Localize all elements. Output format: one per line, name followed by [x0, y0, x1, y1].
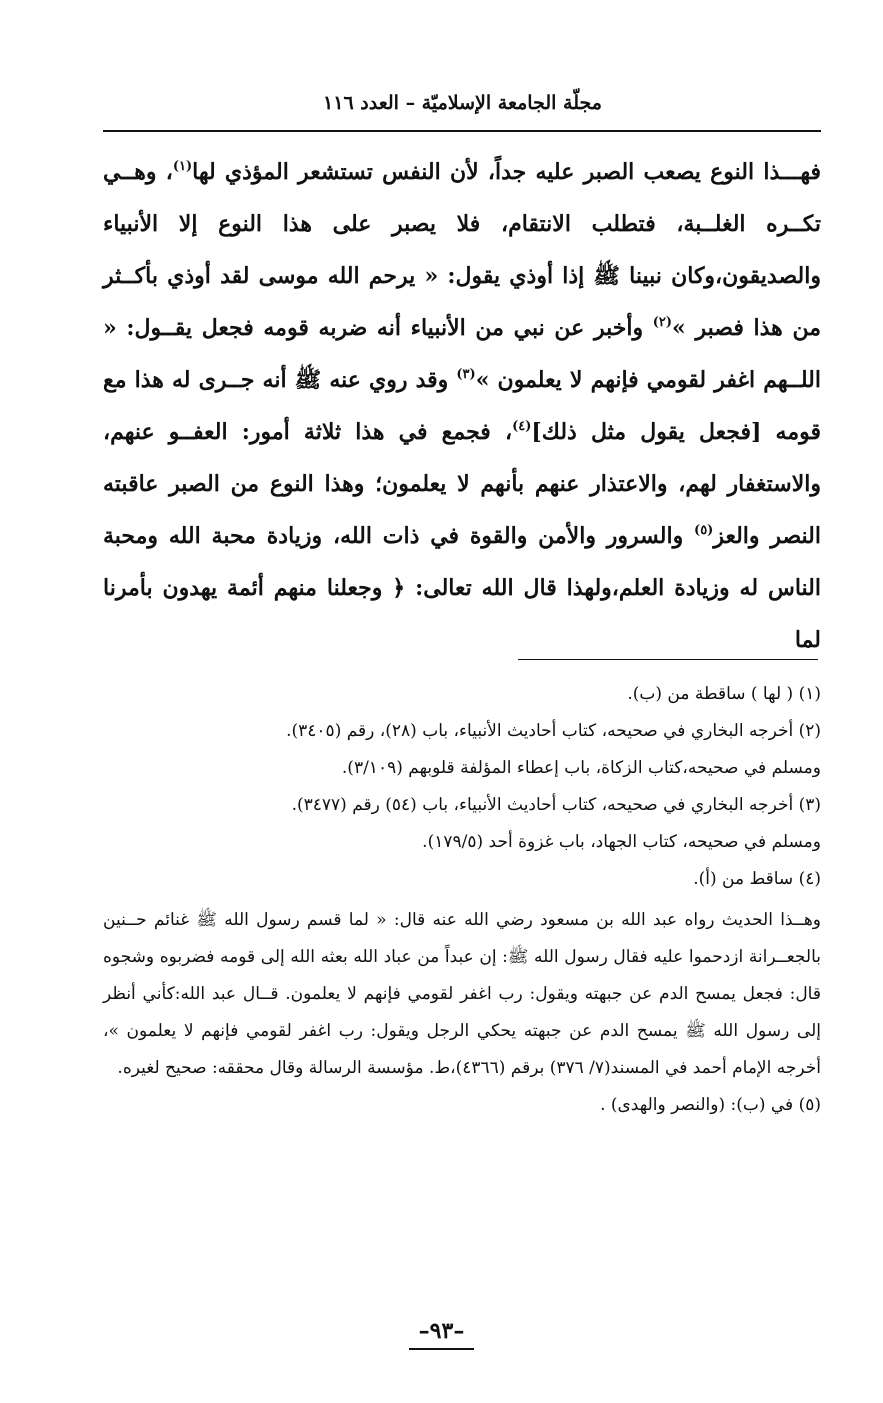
- page-number: [0, 1318, 883, 1350]
- footnote-ref-3: (٣): [456, 367, 476, 382]
- page-number-text: –٩٣–: [409, 1318, 475, 1350]
- body-text: [103, 146, 821, 666]
- header-rule: [103, 130, 821, 132]
- footnote-2-continued: ومسلم في صحيحه،كتاب الزكاة، باب إعطاء المؤلفة قلوبهم (٣/١٠٩).: [341, 758, 821, 778]
- body-segment-3: وأخبر عن نبي من الأنبياء أنه ضربه قومه فجعل يقــول: « اللــهم اغفر لقومي فإنهم لا يعلمون »: [103, 315, 821, 393]
- body-paragraph: [103, 146, 821, 666]
- body-segment-2: ، وهــي تكــره الغلــبة، فتطلب الانتقام، فلا يصبر على هذا النوع إلا الأنبياء والصديقون،وكان نبينا ﷺ إذا أوذي يقول: « يرحم الله موسى لقد أوذي بأكــثر من هذا فصبر »: [103, 159, 821, 341]
- body-segment-4: وقد روي عنه ﷺ أنه جــرى له هذا مع قومه [فجعل يقول مثل ذلك]: [103, 367, 821, 445]
- body-segment-1: فهـــذا النوع يصعب الصبر عليه جداً، لأن النفس تستشعر المؤذي لها: [192, 159, 822, 185]
- footnote-4-commentary: وهــذا الحديث رواه عبد الله بن مسعود رضي الله عنه قال: « لما قسم رسول الله ﷺ غنائم حــنين بالجعــرانة ازدحموا عليه فقال رسول الله ﷺ: إن عبداً من عباد الله بعثه الله إلى قومه فضربوه وشجوه قال: فجعل يمسح الدم عن جبهته ويقول: رب اغفر لقومي فإنهم لا يعلمون. قــال عبد الله:كأني أنظر إلى رسول الله ﷺ يمسح الدم عن جبهته يحكي الرجل ويقول: رب اغفر لقومي فإنهم لا يعلمون »، أخرجه الإمام أحمد في المسند(٧/ ٣٧٦) برقم (٤٣٦٦)،ط. مؤسسة الرسالة وقال محققه: صحيح لغيره.: [103, 910, 821, 1078]
- footnote-5: (٥) في (ب): (والنصر والهدى) .: [600, 1095, 821, 1115]
- body-segment-6: والسرور والأمن والقوة في ذات الله، وزيادة محبة الله ومحبة الناس له وزيادة العلم،ولهذا قال الله تعالى: ﴿ وجعلنا منهم أئمة يهدون بأمرنا لما: [103, 523, 821, 653]
- running-header: مجلّة الجامعة الإسلاميّة – العدد ١١٦: [323, 92, 602, 114]
- footnote-1: (١) ( لها ) ساقطة من (ب).: [627, 684, 821, 704]
- body-segment-5: ، فجمع في هذا ثلاثة أمور: العفــو عنهم، والاستغفار لهم، والاعتذار عنهم بأنهم لا يعلمون؛ وهذا النوع من الصبر عاقبته النصر والعز: [103, 419, 821, 549]
- footnote-separator: [518, 659, 818, 660]
- footnote-4: (٤) ساقط من (أ).: [693, 869, 821, 889]
- footnotes: [103, 676, 821, 1124]
- footnote-ref-1: (١): [172, 159, 193, 174]
- footnote-3: (٣) أخرجه البخاري في صحيحه، كتاب أحاديث الأنبياء، باب (٥٤) رقم (٣٤٧٧).: [291, 795, 821, 815]
- footnote-ref-4: (٤): [512, 419, 532, 434]
- footnote-ref-5: (٥): [694, 523, 714, 538]
- footnote-ref-2: (٢): [652, 315, 673, 330]
- footnote-3-continued: ومسلم في صحيحه، كتاب الجهاد، باب غزوة أحد (١٧٩/٥).: [422, 832, 821, 852]
- footnote-2: (٢) أخرجه البخاري في صحيحه، كتاب أحاديث الأنبياء، باب (٢٨)، رقم (٣٤٠٥).: [286, 721, 821, 741]
